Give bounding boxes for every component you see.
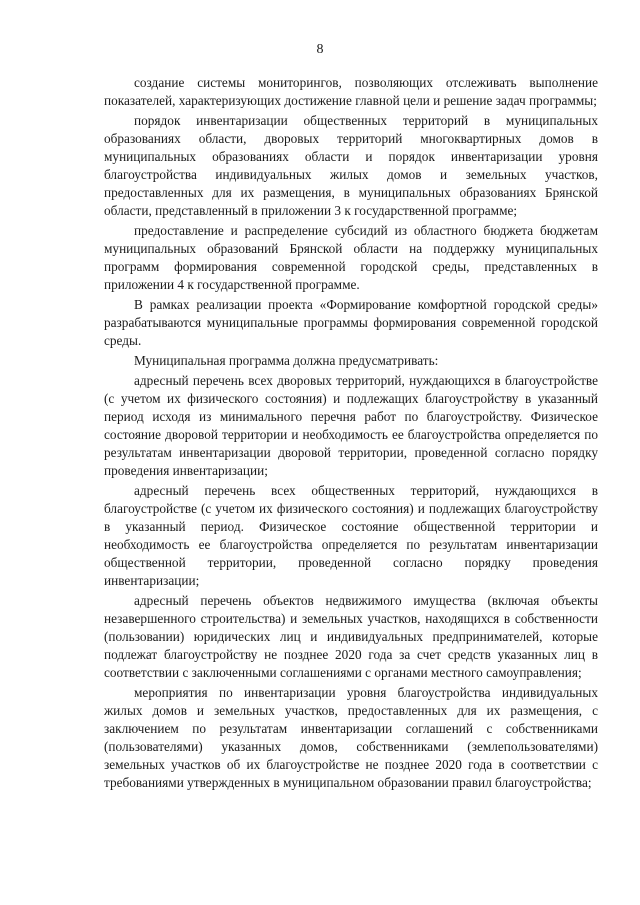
paragraph-subsidies: предоставление и распределение субсидий из областного бюджета бюджетам муниципальных образований Брянской области на поддержку муниципальных программ формирования современной городской среды, представленных в приложении 4 к государственной программе.	[104, 223, 598, 292]
paragraph-monitoring: создание системы мониторингов, позволяющих отслеживать выполнение показателей, характеризующих достижение главной цели и решение задач программы;	[104, 75, 598, 108]
paragraph-program-intro: Муниципальная программа должна предусматривать:	[134, 353, 439, 368]
page-number: 8	[316, 42, 324, 57]
paragraph-inventory-order: порядок инвентаризации общественных территорий в муниципальных образованиях области, дворовых территорий многоквартирных домов в муниципальных образованиях области и порядок инвентаризации уровня благоустройства индивидуальных жилых домов и земельных участков, предоставленных для их размещения, в муниципальных образованиях Брянской области, представленный в приложении 3 к государственной программе;	[104, 113, 598, 218]
document-body	[104, 74, 598, 794]
paragraph-real-estate: адресный перечень объектов недвижимого имущества (включая объекты незавершенного строительства) и земельных участков, находящихся в собственности (пользовании) юридических лиц и индивидуальных предпринимателей, которые подлежат благоустройству не позднее 2020 года за счет средств указанных лиц в соответствии с заключенными соглашениями с органами местного самоуправления;	[104, 593, 598, 680]
paragraph-yard-territories: адресный перечень всех дворовых территорий, нуждающихся в благоустройстве (с учетом их физического состояния) и подлежащих благоустройству в указанный период исходя из минимального перечня работ по благоустройству. Физическое состояние дворовой территории и необходимость ее благоустройства определяется по результатам инвентаризации дворовой территории, проведенной согласно порядку проведения инвентаризации;	[104, 373, 598, 478]
paragraph-private-houses: мероприятия по инвентаризации уровня благоустройства индивидуальных жилых домов и земельных участков, предоставленных для их размещения, с заключением по результатам инвентаризации соглашений с собственниками (пользователями) указанных домов, собственниками (землепользователями) земельных участков об их благоустройстве не позднее 2020 года в соответствии с требованиями утвержденных в муниципальном образовании правил благоустройства;	[104, 685, 598, 790]
paragraph-project: В рамках реализации проекта «Формирование комфортной городской среды» разрабатываются муниципальные программы формирования современной городской среды.	[104, 297, 598, 348]
paragraph-public-territories: адресный перечень всех общественных территорий, нуждающихся в благоустройстве (с учетом их физического состояния) и подлежащих благоустройству в указанный период. Физическое состояние общественной территории и необходимость ее благоустройства определяется по результатам инвентаризации общественной территории, проведенной согласно порядку проведения инвентаризации;	[104, 483, 598, 588]
